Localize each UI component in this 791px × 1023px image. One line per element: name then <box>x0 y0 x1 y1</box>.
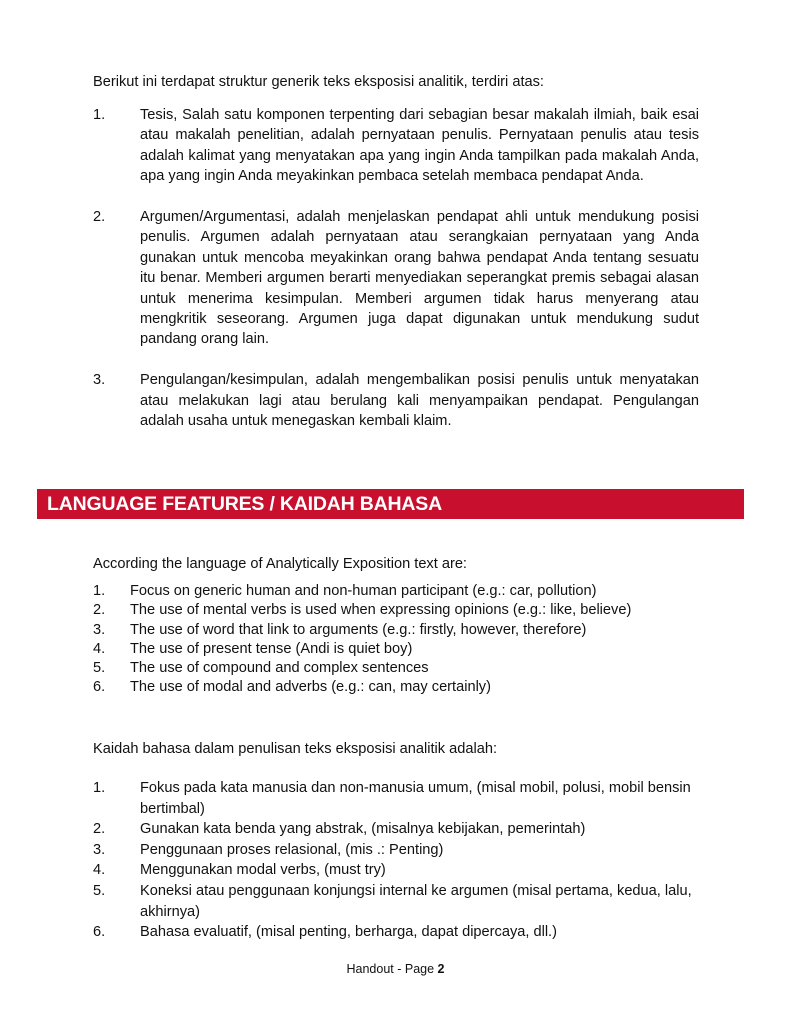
list-text: Bahasa evaluatif, (misal penting, berharga, dapat dipercaya, dll.) <box>140 924 557 941</box>
list-number: 3. <box>93 841 106 858</box>
list-number: 2. <box>93 821 106 838</box>
list-text: The use of word that link to arguments (e.g.: firstly, however, therefore) <box>130 621 587 638</box>
english-feature-item <box>93 601 631 620</box>
list-number: 6. <box>93 679 106 696</box>
structure-list-item <box>93 105 699 187</box>
list-number: 1. <box>93 780 106 796</box>
page-number: 2 <box>437 962 445 976</box>
list-text: Gunakan kata benda yang abstrak, (misalnya kebijakan, pemerintah) <box>140 821 586 838</box>
footer-label: Handout - Page <box>346 962 438 976</box>
list-text: Focus on generic human and non-human participant (e.g.: car, pollution) <box>130 583 597 599</box>
indonesian-rule-item <box>93 860 713 881</box>
english-feature-item <box>93 659 631 678</box>
indonesian-rules-intro: Kaidah bahasa dalam penulisan teks eksposisi analitik adalah: <box>93 741 498 757</box>
list-number: 3. <box>93 621 106 638</box>
list-number: 1. <box>93 107 106 123</box>
list-number: 3. <box>93 372 106 389</box>
list-number: 5. <box>93 660 106 677</box>
structure-list-item <box>93 370 699 431</box>
list-number: 2. <box>93 209 106 226</box>
list-number: 4. <box>93 862 106 879</box>
indonesian-rule-item <box>93 881 713 922</box>
list-number: 6. <box>93 924 106 941</box>
indonesian-rule-item <box>93 819 713 840</box>
list-text: Fokus pada kata manusia dan non-manusia umum, (misal mobil, polusi, mobil bensin bertimbal) <box>140 780 691 817</box>
indonesian-rule-item <box>93 778 713 819</box>
list-number: 5. <box>93 882 106 899</box>
list-text: Koneksi atau penggunaan konjungsi internal ke argumen (misal pertama, kedua, lalu, akhirnya) <box>140 882 692 920</box>
list-text: The use of compound and complex sentences <box>130 660 429 677</box>
list-number: 4. <box>93 640 106 657</box>
indonesian-rule-item <box>93 922 713 943</box>
list-text: Menggunakan modal verbs, (must try) <box>140 862 386 879</box>
list-text: Tesis, Salah satu komponen terpenting dari sebagian besar makalah ilmiah, baik esai atau makalah penelitian, adalah pernyataan penulis. Pernyataan penulis atau tesis adalah kalimat yang menyatakan apa yang ingin Anda tampilkan pada makalah Anda, apa yang ingin Anda meyakinkan pembaca setelah membaca pendapat Anda. <box>140 107 699 185</box>
english-feature-item <box>93 582 631 601</box>
section-banner-heading: LANGUAGE FEATURES / KAIDAH BAHASA <box>37 489 744 519</box>
list-text: Argumen/Argumentasi, adalah menjelaskan pendapat ahli untuk mendukung posisi penulis. Argumen adalah pernyataan atau serangkaian pernyataan yang Anda gunakan untuk mencoba meyakinkan orang bahwa pendapat Anda tentang sesuatu itu benar. Memberi argumen berarti menyediakan seperangkat premis sebagai alasan untuk menerima kesimpulan. Memberi argumen tidak harus menyerang atau mengkritik seseorang. Argumen juga dapat digunakan untuk mendukung sudut pandang orang lain. <box>140 209 699 348</box>
indonesian-rule-item <box>93 840 713 861</box>
indonesian-rules-list <box>93 778 713 943</box>
english-feature-item <box>93 621 631 640</box>
list-number: 2. <box>93 602 106 619</box>
list-text: The use of modal and adverbs (e.g.: can, may certainly) <box>130 679 491 696</box>
structure-intro: Berikut ini terdapat struktur generik teks eksposisi analitik, terdiri atas: <box>93 74 544 90</box>
list-text: Pengulangan/kesimpulan, adalah mengembalikan posisi penulis untuk menyatakan atau melakukan lagi atau berulang kali menyampaikan pendapat. Pengulangan adalah usaha untuk menegaskan kembali klaim. <box>140 372 699 430</box>
structure-list <box>93 105 699 452</box>
page-footer <box>0 961 791 977</box>
english-features-list <box>93 582 631 698</box>
english-feature-item <box>93 678 631 697</box>
english-feature-item <box>93 640 631 659</box>
list-number: 1. <box>93 583 106 599</box>
structure-list-item <box>93 207 699 350</box>
list-text: Penggunaan proses relasional, (mis .: Penting) <box>140 841 444 858</box>
list-text: The use of present tense (Andi is quiet boy) <box>130 640 413 657</box>
list-text: The use of mental verbs is used when expressing opinions (e.g.: like, believe) <box>130 602 632 619</box>
english-features-intro: According the language of Analytically Exposition text are: <box>93 556 467 572</box>
